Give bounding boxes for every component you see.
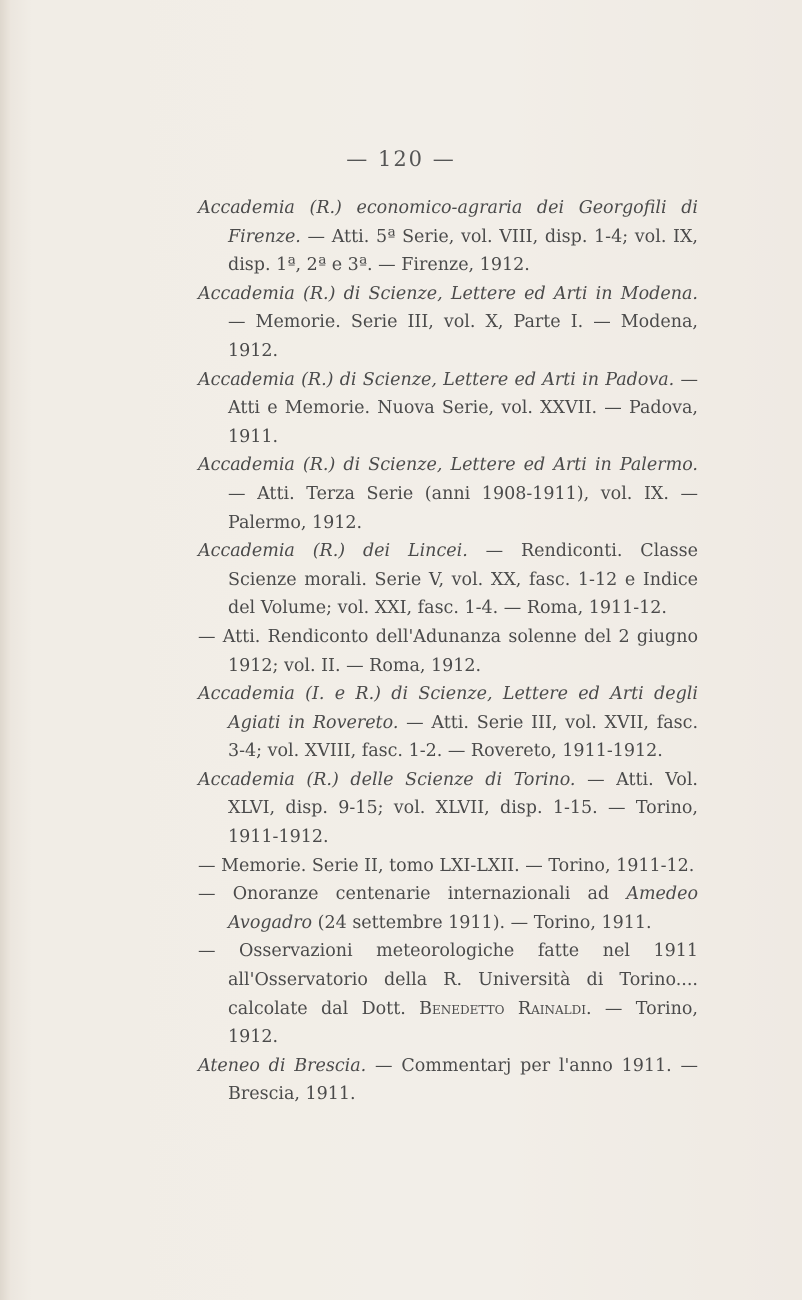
entry-details: — Commentarj per l'anno 1911. — Brescia, 1911. — [228, 1055, 698, 1105]
entry-title: Ateneo di Brescia. — [198, 1055, 367, 1076]
entry-details-tail: (24 settembre 1911). — Torino, 1911. — [312, 912, 652, 933]
bibliography-entry — [198, 194, 698, 280]
entry-details: — Atti e Memorie. Nuova Serie, vol. XXVII. — Padova, 1911. — [228, 369, 698, 447]
bibliography-entry — [198, 766, 698, 852]
entry-title: Accademia (R.) dei Lincei. — [198, 541, 468, 562]
entry-person-name: Amedeo Avogadro — [228, 884, 698, 933]
entry-details: — Memorie. Serie II, tomo LXI-LXII. — Torino, 1911-12. — [198, 855, 695, 876]
bibliography-entry — [198, 451, 698, 537]
bibliography-entry — [198, 1052, 698, 1109]
entry-details: — Atti. Terza Serie (anni 1908-1911), vol. IX. — Palermo, 1912. — [228, 483, 698, 533]
entry-details: — Atti. 5ª Serie, vol. VIII, disp. 1-4; vol. IX, disp. 1ª, 2ª e 3ª. — Firenze, 1912. — [228, 226, 698, 276]
entry-details: — Rendiconti. Classe Scienze morali. Serie V, vol. XX, fasc. 1-12 e Indice del Volume; vol. XXI, fasc. 1-4. — Roma, 1911-12. — [228, 541, 698, 619]
entry-details: — Memorie. Serie III, vol. X, Parte I. — Modena, 1912. — [228, 312, 698, 361]
entry-author-name: Benedetto Rainaldi — [419, 998, 586, 1019]
entry-title: Accademia (R.) economico-agraria dei Georgofili di Firenze. — [198, 198, 698, 247]
entry-details-tail: . — Torino, 1912. — [228, 998, 698, 1048]
entry-details: — Atti. Rendiconto dell'Adunanza solenne del 2 giugno 1912; vol. II. — Roma, 1912. — [198, 626, 698, 676]
entry-title: Accademia (R.) di Scienze, Lettere ed Arti in Padova. — [198, 369, 675, 390]
page-spine-shadow — [0, 0, 10, 1300]
entry-title: Accademia (R.) delle Scienze di Torino. — [198, 769, 576, 790]
entry-title: Accademia (I. e R.) di Scienze, Lettere ed Arti degli Agiati in Rovereto. — [198, 684, 698, 733]
entry-details: — Osservazioni meteorologiche fatte nel 1911 all'Osservatorio della R. Università di Torino.... calcolate dal Dott. — [198, 941, 698, 1019]
bibliography-entry — [198, 880, 698, 937]
bibliography-entry — [198, 937, 698, 1051]
bibliography-entry — [198, 680, 698, 766]
entry-title: Accademia (R.) di Scienze, Lettere ed Arti in Palermo. — [198, 455, 698, 476]
entry-details: — Onoranze centenarie internazionali ad — [198, 884, 627, 905]
entry-details: — Atti. Serie III, vol. XVII, fasc. 3-4; vol. XVIII, fasc. 1-2. — Rovereto, 1911-1912. — [228, 712, 699, 762]
bibliography-list — [198, 194, 698, 1109]
page-number-header: — 120 — — [346, 147, 456, 171]
bibliography-entry — [198, 537, 698, 623]
bibliography-entry — [198, 852, 698, 881]
entry-title: Accademia (R.) di Scienze, Lettere ed Arti in Modena. — [198, 283, 698, 304]
bibliography-entry — [198, 366, 698, 452]
bibliography-entry — [198, 623, 698, 680]
bibliography-entry — [198, 280, 698, 366]
entry-details: — Atti. Vol. XLVI, disp. 9-15; vol. XLVII, disp. 1-15. — Torino, 1911-1912. — [228, 769, 698, 848]
